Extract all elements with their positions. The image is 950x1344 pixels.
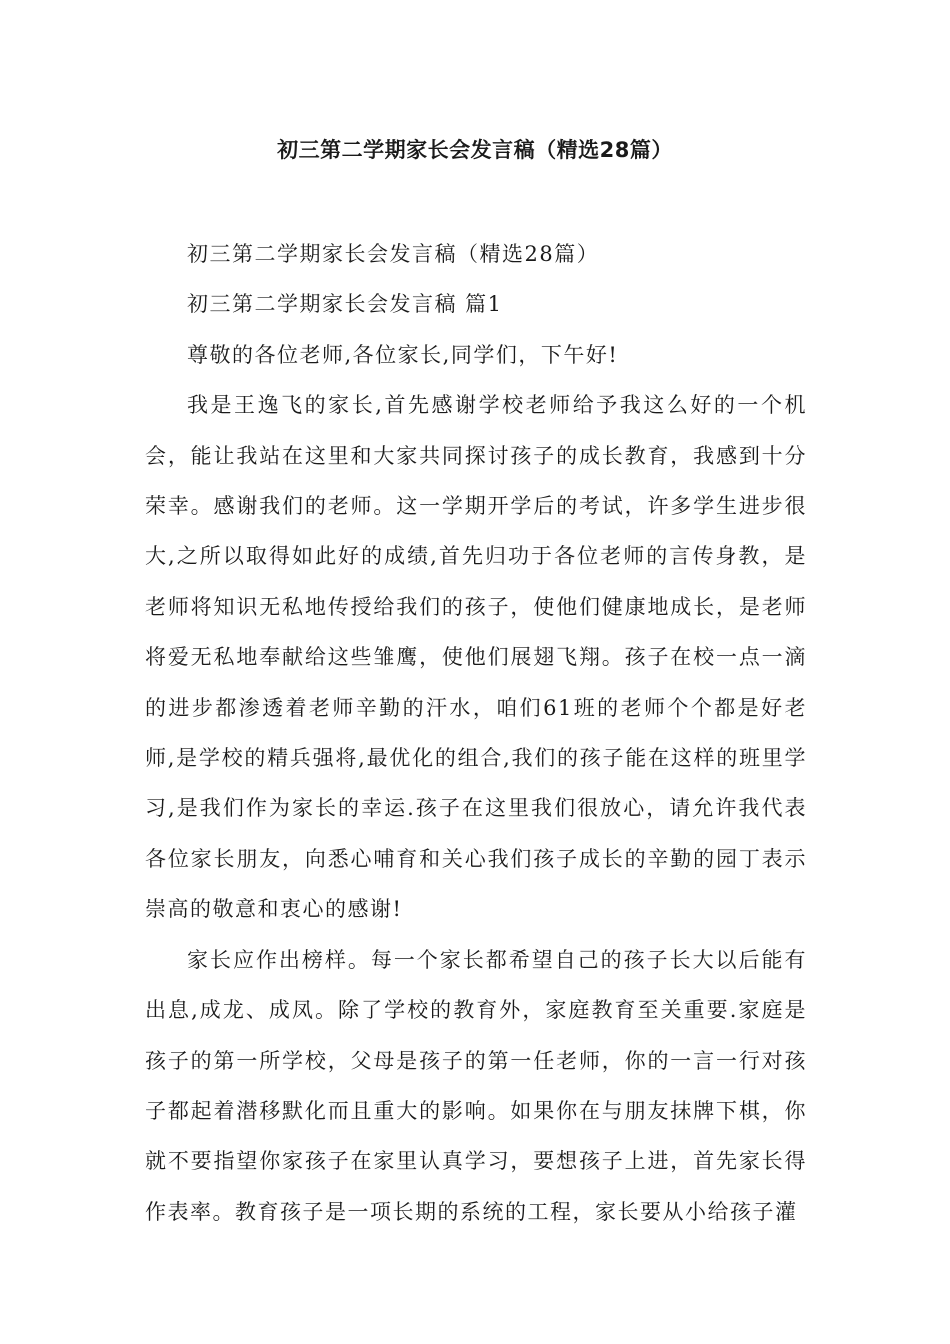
section-heading: 初三第二学期家长会发言稿 篇1: [187, 292, 503, 317]
greeting-paragraph: 尊敬的各位老师,各位家长,同学们，下午好!: [187, 342, 619, 367]
document-body: [145, 229, 807, 1237]
document-title: 初三第二学期家长会发言稿（精选28篇）: [277, 138, 673, 162]
body-paragraph: 家长应作出榜样。每一个家长都希望自己的孩子长大以后能有出息,成龙、成凤。除了学校的教育外，家庭教育至关重要.家庭是孩子的第一所学校，父母是孩子的第一任老师，你的一言一行对孩子都起着潜移默化而且重大的影响。如果你在与朋友抹牌下棋，你就不要指望你家孩子在家里认真学习，要想孩子上进，首先家长得作表率。教育孩子是一项长期的系统的工程，家长要从小给孩子灌: [145, 947, 807, 1224]
subtitle-paragraph: 初三第二学期家长会发言稿（精选28篇）: [187, 242, 600, 266]
body-paragraph: 我是王逸飞的家长,首先感谢学校老师给予我这么好的一个机会，能让我站在这里和大家共同探讨孩子的成长教育，我感到十分荣幸。感谢我们的老师。这一学期开学后的考试，许多学生进步很大,之所以取得如此好的成绩,首先归功于各位老师的言传身教，是老师将知识无私地传授给我们的孩子，使他们健康地成长，是老师将爱无私地奉献给这些雏鹰，使他们展翅飞翔。孩子在校一点一滴的进步都渗透着老师辛勤的汗水，咱们61班的老师个个都是好老师,是学校的精兵强将,最优化的组合,我们的孩子能在这样的班里学习,是我们作为家长的幸运.孩子在这里我们很放心，请允许我代表各位家长朋友，向悉心哺育和关心我们孩子成长的辛勤的园丁表示崇高的敬意和衷心的感谢!: [145, 393, 807, 922]
